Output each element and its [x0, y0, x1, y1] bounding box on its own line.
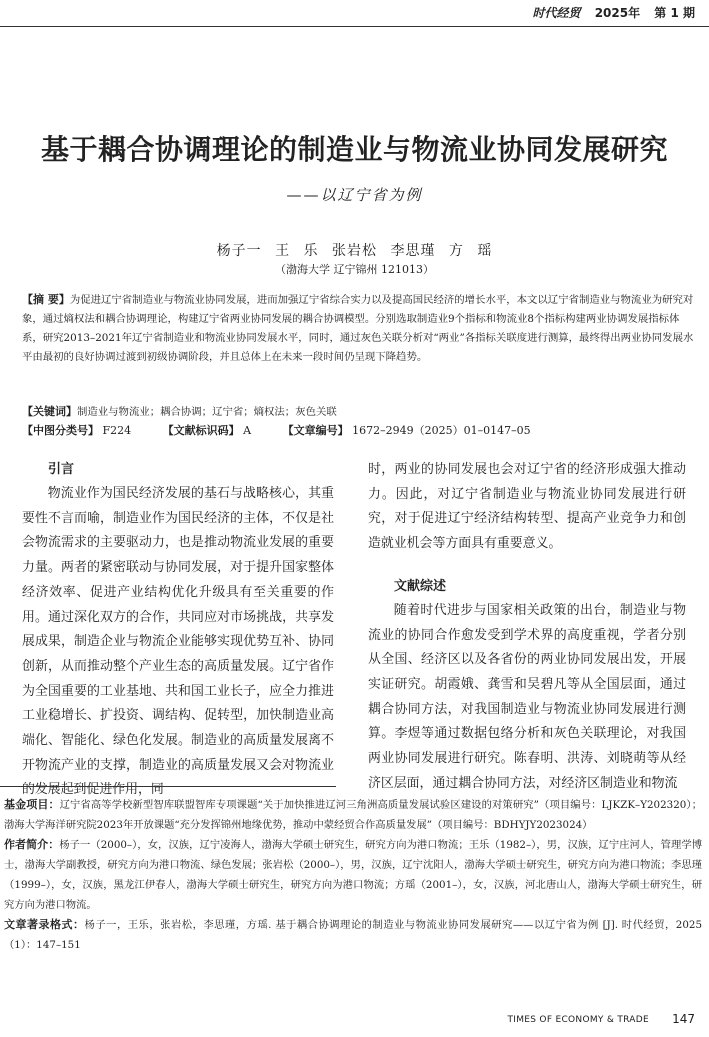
clc-number — [22, 424, 131, 437]
issue-number: 第 1 期 — [654, 6, 695, 20]
keywords — [22, 402, 698, 422]
author-list: 杨子一 王 乐 张岩松 李思瑾 方 瑶 — [216, 243, 493, 259]
abstract — [22, 290, 698, 367]
article-number-value: 1672–2949（2025）01–0147–05 — [352, 424, 531, 437]
journal-header — [532, 4, 695, 21]
classification-line — [22, 422, 531, 438]
intro-heading: 引言 — [48, 462, 75, 477]
clc-value: F224 — [102, 424, 132, 437]
issue-year: 2025年 — [594, 6, 641, 20]
document-code — [163, 424, 251, 437]
keywords-text: 制造业与物流业；耦合协调；辽宁省；熵权法；灰色关联 — [77, 406, 337, 418]
author-affiliation: （渤海大学 辽宁锦州 121013） — [275, 263, 434, 276]
author-bio-note — [4, 835, 702, 915]
paper-subtitle: ——以辽宁省为例 — [286, 186, 423, 204]
clc-label: 【中图分类号】 — [22, 424, 99, 437]
left-column — [22, 458, 334, 803]
footnotes — [4, 795, 702, 955]
citation-text: 杨子一，王乐，张岩松，李思瑾，方瑶. 基于耦合协调理论的制造业与物流业协同发展研究——以辽宁省为例 [J]. 时代经贸，2025（1）：147–151 — [4, 919, 703, 951]
page-number: 147 — [672, 1012, 695, 1026]
doc-code-label: 【文献标识码】 — [162, 424, 240, 437]
journal-name: 时代经贸 — [532, 6, 581, 20]
abstract-text: 为促进辽宁省制造业与物流业协同发展，进而加强辽宁省综合实力以及提高国民经济的增长水平，本文以辽宁省制造业与物流业为研究对象，通过熵权法和耦合协调理论，构建辽宁省两业协同发展的耦合协调模型。分别选取制造业9个指标和物流业8个指标构建两业协调发展指标体系，研究2013–2021年辽宁省制造业和物流业协同发展水平，同时，通过灰色关联分析对“两业”各指标关联度进行测算，最终得出两业协同发展水平由最初的良好协调过渡到初级协调阶段，并且总体上在未来一段时间仍呈现下降趋势。 — [22, 294, 694, 363]
intro-continuation: 时，两业的协同发展也会对辽宁省的经济形成强大推动力。因此，对辽宁省制造业与物流业协同发展进行研究，对于促进辽宁经济结构转型、提高产业竞争力和创造就业机会等方面具有重要意义。 — [368, 462, 686, 552]
article-number — [283, 424, 531, 437]
literature-review-heading: 文献综述 — [394, 578, 447, 594]
footnote-divider — [0, 786, 336, 787]
paper-title: 基于耦合协调理论的制造业与物流业协同发展研究 — [40, 133, 668, 166]
keywords-label: 【关键词】 — [22, 405, 77, 418]
doc-code-value: A — [243, 424, 252, 437]
fund-note — [4, 795, 702, 835]
citation-note — [4, 915, 702, 955]
article-number-label: 【文章编号】 — [282, 424, 349, 437]
literature-review-paragraph: 随着时代进步与国家相关政策的出台，制造业与物流业的协同合作愈发受到学术界的高度重视，学者分别从全国、经济区以及各省份的两业协同发展出发，开展实证研究。胡霞娥、龚雪和吴碧凡等从全国层面，通过耦合协同方法，对我国制造业与物流业协同发展进行测算。李煜等通过数据包络分析和灰色关联理论，对我国两业协同发展进行研究。陈春明、洪涛、刘晓萌等从经济区层面，通过耦合协同方法，对经济区制造业和物流 — [368, 602, 686, 791]
author-bio-label: 作者简介： — [4, 838, 60, 851]
citation-label: 文章著录格式： — [4, 918, 85, 931]
intro-paragraph: 物流业作为国民经济发展的基石与战略核心，其重要性不言而喻，制造业作为国民经济的主体，不仅是社会物流需求的主要驱动力，也是推动物流业发展的重要力量。两者的紧密联动与协同发展，对于提升国家整体经济效率、促进产业结构优化升级具有至关重要的作用。通过深化双方的合作，共同应对市场挑战，共享发展成果，制造企业与物流企业能够实现优势互补、协同创新，从而推动整个产业生态的高质量发展。辽宁省作为全国重要的工业基地、共和国工业长子，应全力推进工业稳增长、扩投资、调结构、促转型，加快制造业高端化、智能化、绿色化发展。制造业的高质量发展离不开物流产业的支撑，制造业的高质量发展又会对物流业的发展起到促进作用，同 — [22, 486, 334, 798]
abstract-label: 【摘 要】 — [22, 293, 70, 306]
fund-label: 基金项目： — [4, 798, 60, 811]
author-bio-text: 杨子一（2000–），女，汉族，辽宁凌海人，渤海大学硕士研究生，研究方向为港口物流；王乐（1982–），男，汉族，辽宁庄河人，管理学博士，渤海大学副教授，研究方向为港口物流、绿色发展；张岩松（2000–），男，汉族，辽宁沈阳人，渤海大学硕士研究生，研究方向为港口物流；李思瑾（1999–），女，汉族，黑龙江伊春人，渤海大学硕士研究生，研究方向为港口物流；方瑶（2001–），女，汉族，河北唐山人，渤海大学硕士研究生，研究方向为港口物流。 — [4, 839, 703, 911]
journal-english-name: TIMES OF ECONOMY & TRADE — [507, 1015, 649, 1025]
right-column — [368, 458, 686, 796]
fund-text: 辽宁省高等学校新型智库联盟智库专项课题“关于加快推进辽河三角洲高质量发展试验区建设的对策研究”（项目编号：LJKZK–Y202320）；渤海大学海洋研究院2023年开放课题“充分发挥锦州地缘优势，推动中蒙经贸合作高质量发展”（项目编号：BDHYJY2023024） — [4, 799, 702, 831]
header-divider — [0, 26, 709, 27]
